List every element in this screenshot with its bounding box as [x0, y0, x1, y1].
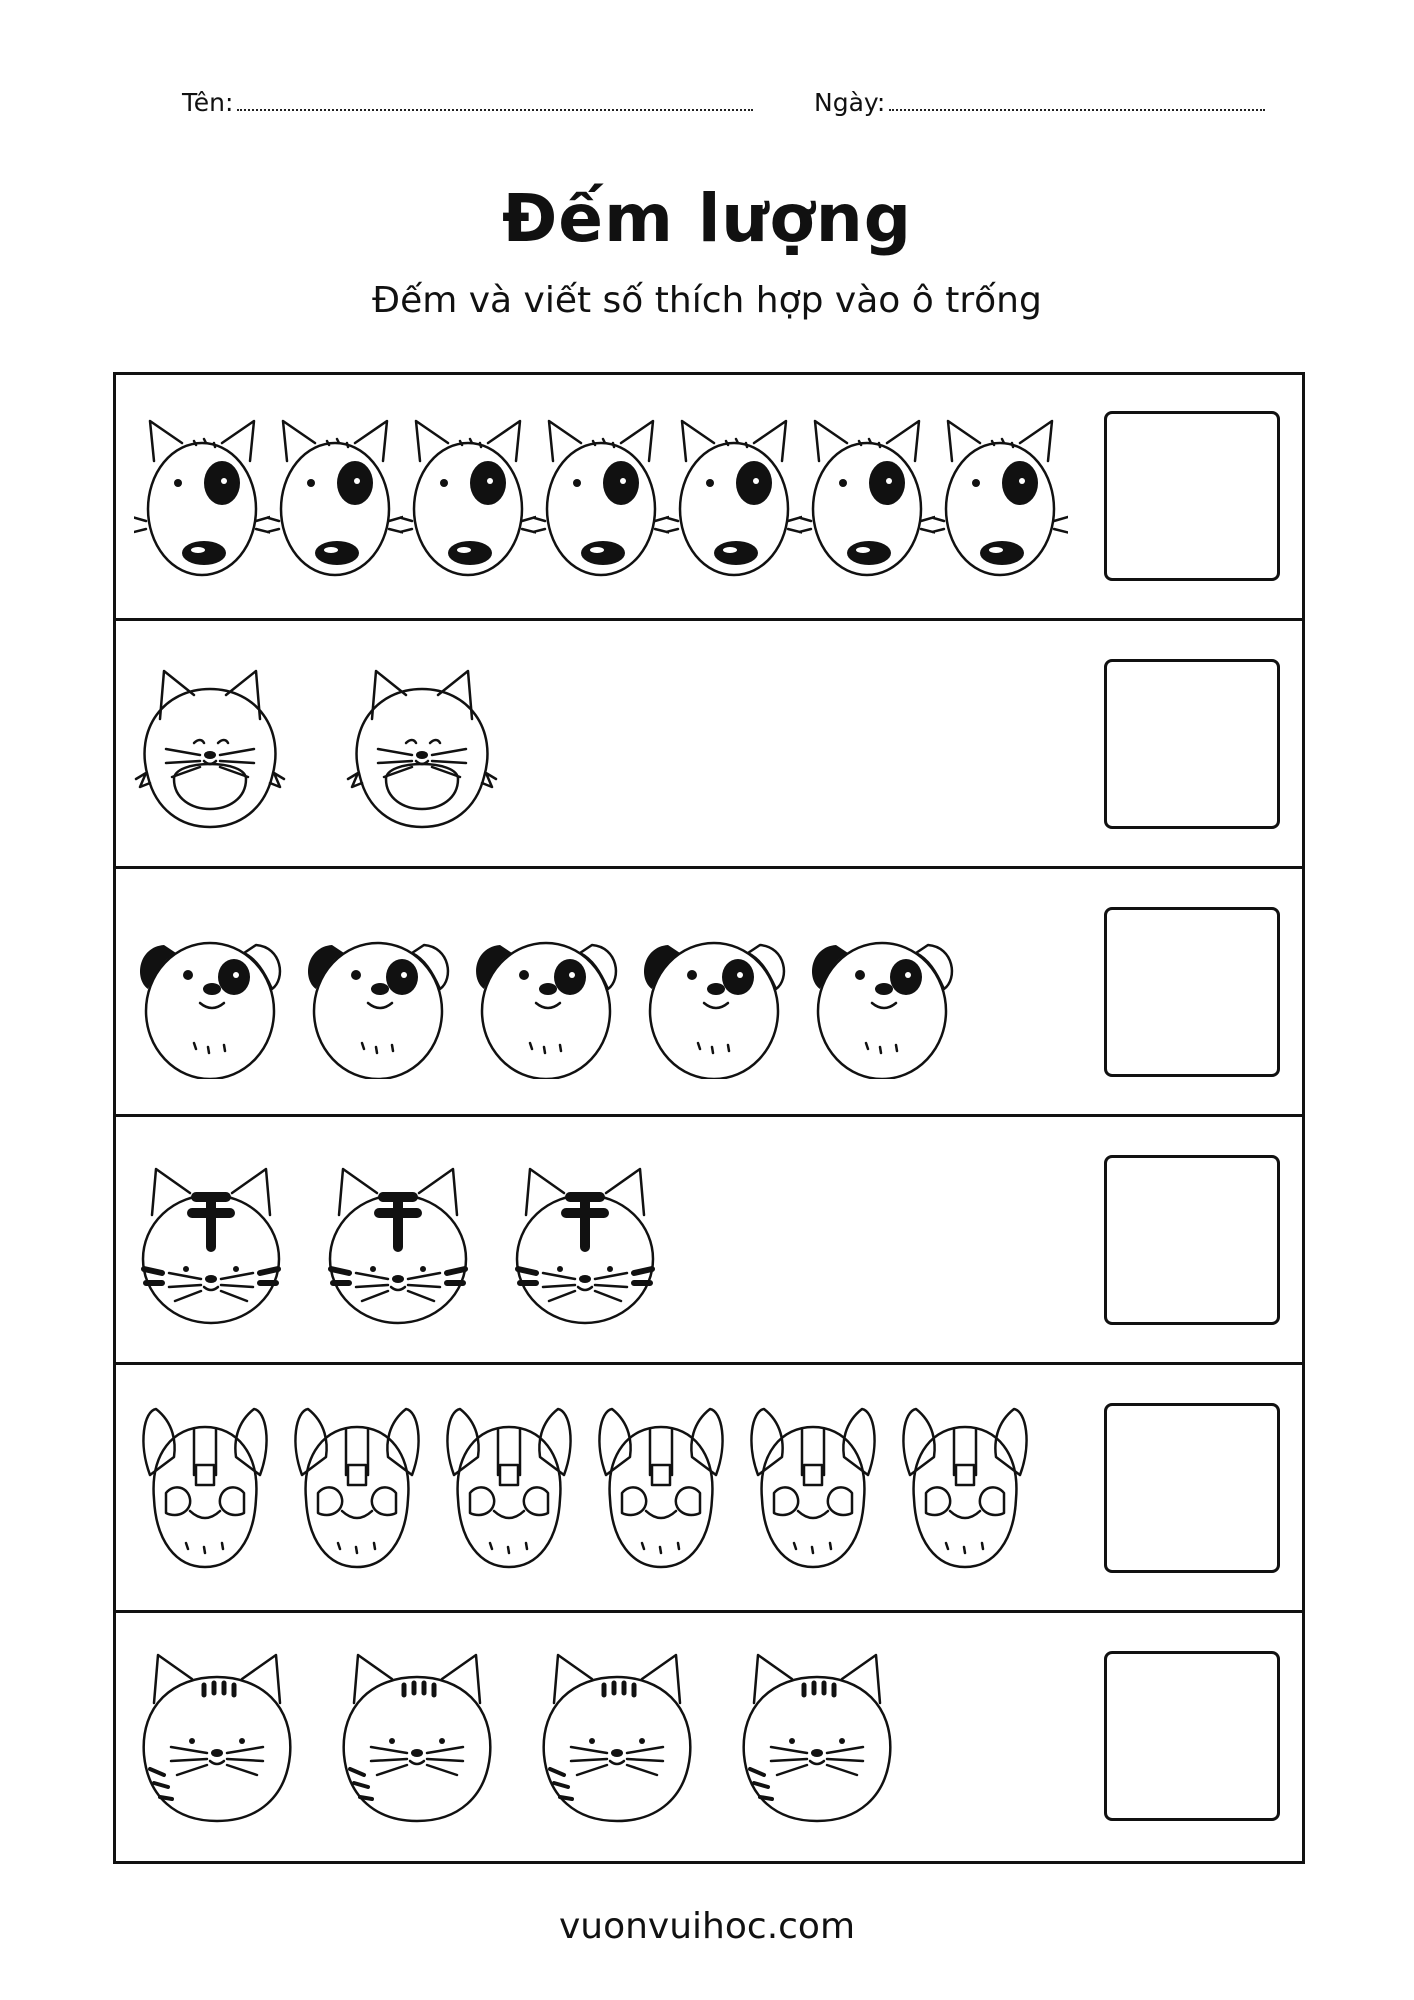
answer-box[interactable]: [1104, 659, 1280, 829]
counting-row: [116, 1615, 1302, 1861]
pug-icon: [806, 907, 958, 1083]
bulldog-icon: [286, 1403, 428, 1575]
tiger-icon: [321, 1159, 475, 1329]
spotted-dog-icon: [134, 411, 270, 583]
counting-grid: [113, 372, 1305, 1864]
date-line[interactable]: [889, 108, 1265, 111]
footer-website: vuonvuihoc.com: [558, 1906, 856, 1947]
counting-row: [116, 1367, 1302, 1613]
pug-icon: [302, 907, 454, 1083]
striped-cat-icon: [534, 1651, 700, 1827]
striped-cat-icon: [134, 1651, 300, 1827]
name-label: Tên:: [182, 88, 234, 117]
spotted-dog-icon: [400, 411, 536, 583]
striped-cat-icon: [734, 1651, 900, 1827]
date-label: Ngày:: [814, 88, 886, 117]
answer-box[interactable]: [1104, 907, 1280, 1077]
answer-box[interactable]: [1104, 1155, 1280, 1325]
spotted-dog-icon: [932, 411, 1068, 583]
tiger-icon: [134, 1159, 288, 1329]
spotted-dog-icon: [533, 411, 669, 583]
spotted-dog-icon: [267, 411, 403, 583]
answer-box[interactable]: [1104, 1651, 1280, 1821]
bulldog-icon: [894, 1403, 1036, 1575]
answer-box[interactable]: [1104, 411, 1280, 581]
counting-row: [116, 375, 1302, 621]
instructions: Đếm và viết số thích hợp vào ô trống: [372, 280, 1042, 321]
spotted-dog-icon: [666, 411, 802, 583]
counting-row: [116, 871, 1302, 1117]
fluffy-cat-icon: [346, 659, 498, 835]
counting-row: [116, 623, 1302, 869]
name-field[interactable]: [182, 88, 753, 117]
spotted-dog-icon: [799, 411, 935, 583]
name-line[interactable]: [237, 108, 753, 111]
pug-icon: [638, 907, 790, 1083]
striped-cat-icon: [334, 1651, 500, 1827]
page-title: Đếm lượng: [502, 180, 912, 257]
tiger-icon: [508, 1159, 662, 1329]
bulldog-icon: [438, 1403, 580, 1575]
answer-box[interactable]: [1104, 1403, 1280, 1573]
counting-row: [116, 1119, 1302, 1365]
pug-icon: [134, 907, 286, 1083]
fluffy-cat-icon: [134, 659, 286, 835]
pug-icon: [470, 907, 622, 1083]
bulldog-icon: [742, 1403, 884, 1575]
bulldog-icon: [134, 1403, 276, 1575]
date-field[interactable]: [814, 88, 1265, 117]
bulldog-icon: [590, 1403, 732, 1575]
